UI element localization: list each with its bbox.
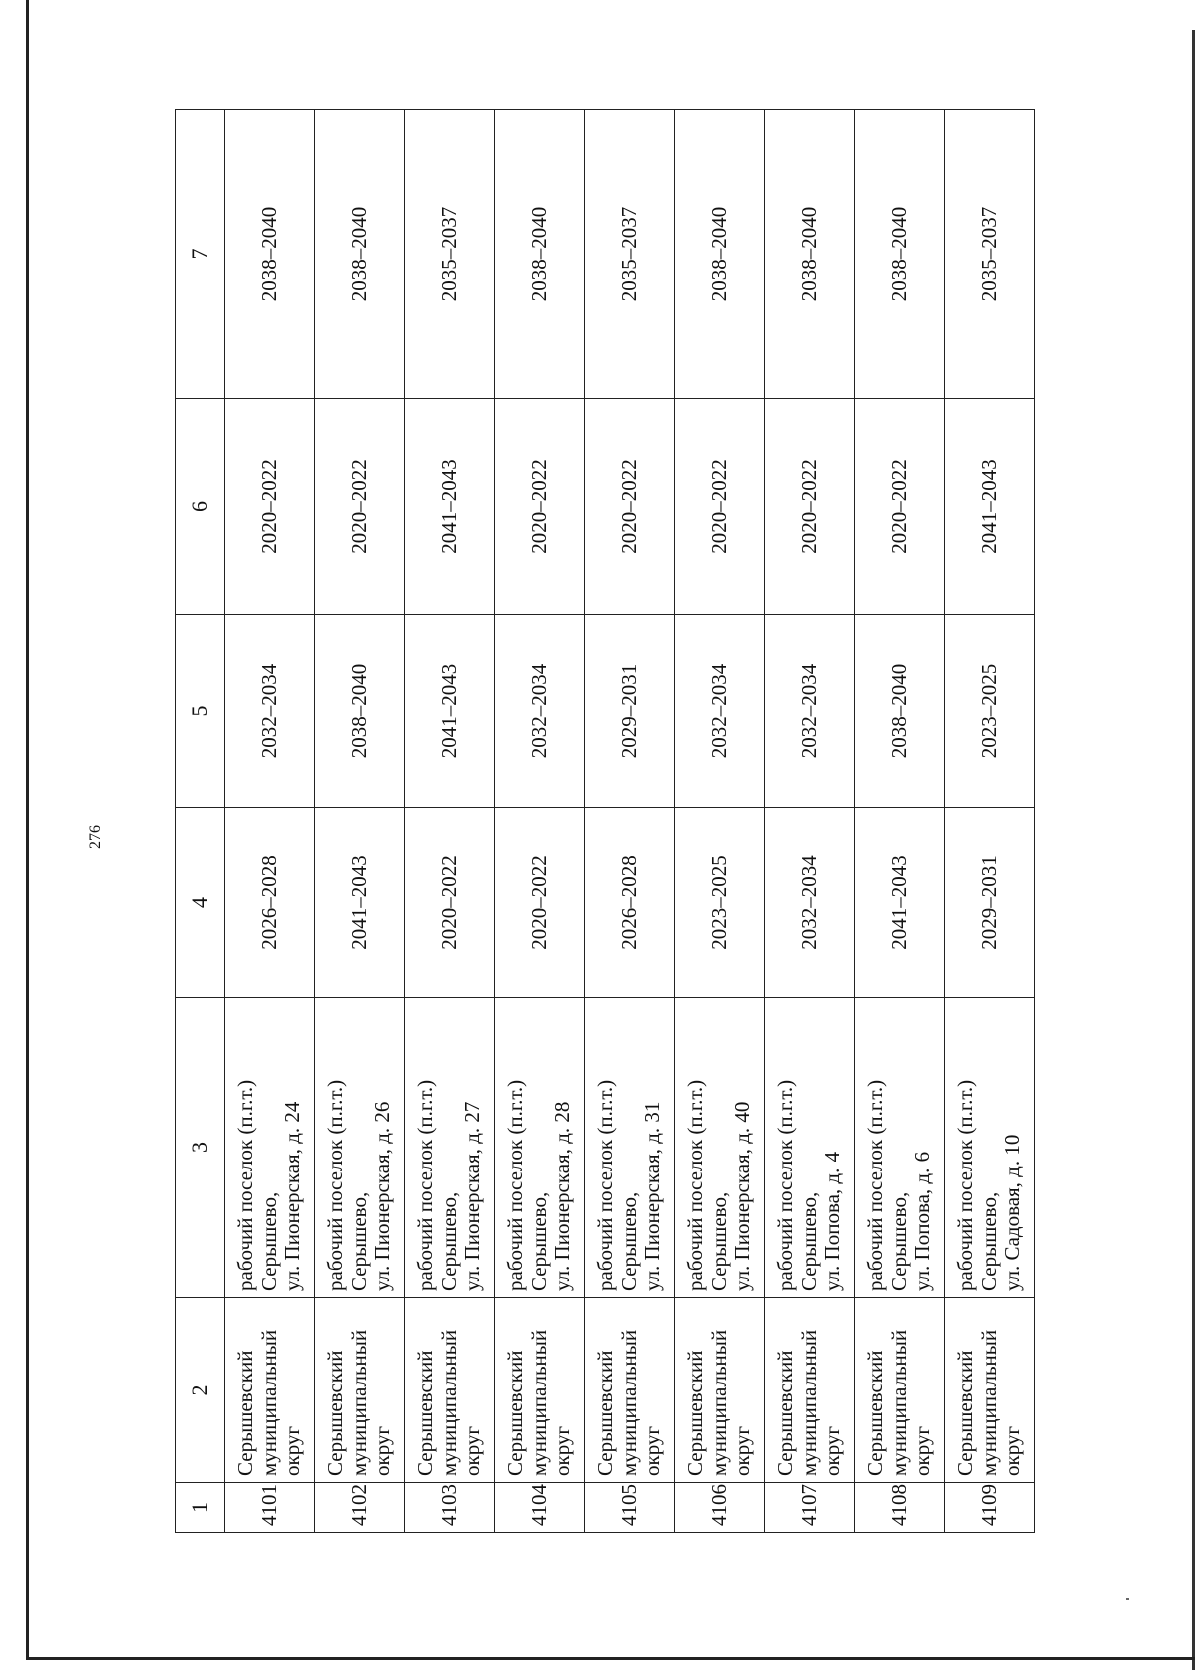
- period-col6-cell: 2020–2022: [765, 399, 855, 615]
- address-line-1: рабочий поселок (п.г.т.): [683, 1079, 708, 1291]
- address-line-1: рабочий поселок (п.г.т.): [323, 1079, 348, 1291]
- address-line-3: ул. Пионерская, д. 26: [370, 1101, 395, 1291]
- address-line-2: Серышево,: [346, 1191, 371, 1291]
- address-line-3: ул. Пионерская, д. 28: [550, 1101, 575, 1291]
- period-col5-cell: 2032–2034: [765, 615, 855, 808]
- page-number: 276: [87, 825, 104, 849]
- address-cell: [405, 998, 495, 1298]
- address-line-2: Серышево,: [976, 1191, 1001, 1291]
- period-col6-cell: 2020–2022: [855, 399, 945, 615]
- column-header-7: 7: [176, 110, 225, 399]
- district-cell: Серышевский муниципальный округ: [225, 1298, 315, 1483]
- address-line-1: рабочий поселок (п.г.т.): [953, 1079, 978, 1291]
- scan-frame-right: [1192, 30, 1195, 1670]
- address-line-3: ул. Садовая, д. 10: [1000, 1134, 1025, 1291]
- address-cell: [765, 998, 855, 1298]
- period-col5-cell: 2029–2031: [585, 615, 675, 808]
- table-row: [225, 110, 315, 1533]
- address-line-1: рабочий поселок (п.г.т.): [413, 1079, 438, 1291]
- address-line-2: Серышево,: [616, 1191, 641, 1291]
- header-row: [176, 110, 225, 1533]
- row-id-cell: 4109: [945, 1483, 1035, 1533]
- table-row: [585, 110, 675, 1533]
- row-id-cell: 4101: [225, 1483, 315, 1533]
- period-col7-cell: 2038–2040: [675, 110, 765, 399]
- period-col6-cell: 2020–2022: [585, 399, 675, 615]
- address-cell: [945, 998, 1035, 1298]
- address-cell: [315, 998, 405, 1298]
- column-header-4: 4: [176, 808, 225, 998]
- table-row: [315, 110, 405, 1533]
- period-col4-cell: 2023–2025: [675, 808, 765, 998]
- table-row: [675, 110, 765, 1533]
- period-col7-cell: 2038–2040: [855, 110, 945, 399]
- row-id-cell: 4105: [585, 1483, 675, 1533]
- table-row: [855, 110, 945, 1533]
- period-col7-cell: 2038–2040: [315, 110, 405, 399]
- table-row: [495, 110, 585, 1533]
- row-id-cell: 4107: [765, 1483, 855, 1533]
- district-cell: Серышевский муниципальный округ: [495, 1298, 585, 1483]
- table-row: [405, 110, 495, 1533]
- table-body: [225, 110, 1035, 1533]
- district-cell: Серышевский муниципальный округ: [765, 1298, 855, 1483]
- district-cell: Серышевский муниципальный округ: [675, 1298, 765, 1483]
- row-id-cell: 4106: [675, 1483, 765, 1533]
- address-line-1: рабочий поселок (п.г.т.): [233, 1079, 258, 1291]
- column-header-5: 5: [176, 615, 225, 808]
- period-col6-cell: 2041–2043: [405, 399, 495, 615]
- period-col5-cell: 2041–2043: [405, 615, 495, 808]
- address-line-2: Серышево,: [706, 1191, 731, 1291]
- period-col5-cell: 2038–2040: [855, 615, 945, 808]
- period-col6-cell: 2020–2022: [225, 399, 315, 615]
- row-id-cell: 4103: [405, 1483, 495, 1533]
- scan-frame-left: [26, 0, 29, 1660]
- address-line-2: Серышево,: [436, 1191, 461, 1291]
- period-col5-cell: 2032–2034: [495, 615, 585, 808]
- address-cell: [675, 998, 765, 1298]
- period-col4-cell: 2026–2028: [225, 808, 315, 998]
- district-cell: Серышевский муниципальный округ: [855, 1298, 945, 1483]
- address-line-3: ул. Попова, д. 6: [910, 1151, 935, 1291]
- period-col7-cell: 2038–2040: [765, 110, 855, 399]
- period-col6-cell: 2041–2043: [945, 399, 1035, 615]
- period-col6-cell: 2020–2022: [675, 399, 765, 615]
- column-header-2: 2: [176, 1298, 225, 1483]
- table-header: [176, 110, 225, 1533]
- table-row: [945, 110, 1035, 1533]
- period-col4-cell: 2032–2034: [765, 808, 855, 998]
- scan-speck: [1126, 1598, 1129, 1600]
- period-col6-cell: 2020–2022: [315, 399, 405, 615]
- district-cell: Серышевский муниципальный округ: [585, 1298, 675, 1483]
- period-col5-cell: 2032–2034: [675, 615, 765, 808]
- address-cell: [855, 998, 945, 1298]
- scan-frame-bottom: [26, 1657, 1195, 1660]
- period-col4-cell: 2020–2022: [405, 808, 495, 998]
- address-line-2: Серышево,: [796, 1191, 821, 1291]
- period-col4-cell: 2041–2043: [315, 808, 405, 998]
- address-line-2: Серышево,: [886, 1191, 911, 1291]
- row-id-cell: 4108: [855, 1483, 945, 1533]
- period-col4-cell: 2041–2043: [855, 808, 945, 998]
- address-line-3: ул. Попова, д. 4: [820, 1151, 845, 1291]
- rotated-table-container: [175, 110, 1035, 1533]
- address-line-1: рабочий поселок (п.г.т.): [503, 1079, 528, 1291]
- address-cell: [585, 998, 675, 1298]
- table-row: [765, 110, 855, 1533]
- district-cell: Серышевский муниципальный округ: [315, 1298, 405, 1483]
- period-col7-cell: 2035–2037: [585, 110, 675, 399]
- address-line-3: ул. Пионерская, д. 31: [640, 1101, 665, 1291]
- district-cell: Серышевский муниципальный округ: [405, 1298, 495, 1483]
- column-header-6: 6: [176, 399, 225, 615]
- period-col7-cell: 2038–2040: [225, 110, 315, 399]
- period-col5-cell: 2032–2034: [225, 615, 315, 808]
- period-col4-cell: 2026–2028: [585, 808, 675, 998]
- address-cell: [225, 998, 315, 1298]
- schedule-table: [175, 109, 1035, 1533]
- period-col4-cell: 2020–2022: [495, 808, 585, 998]
- address-line-1: рабочий поселок (п.г.т.): [863, 1079, 888, 1291]
- period-col6-cell: 2020–2022: [495, 399, 585, 615]
- address-line-2: Серышево,: [526, 1191, 551, 1291]
- column-header-3: 3: [176, 998, 225, 1298]
- address-line-2: Серышево,: [256, 1191, 281, 1291]
- period-col7-cell: 2038–2040: [495, 110, 585, 399]
- row-id-cell: 4104: [495, 1483, 585, 1533]
- address-line-1: рабочий поселок (п.г.т.): [773, 1079, 798, 1291]
- address-line-1: рабочий поселок (п.г.т.): [593, 1079, 618, 1291]
- period-col7-cell: 2035–2037: [405, 110, 495, 399]
- address-cell: [495, 998, 585, 1298]
- period-col5-cell: 2023–2025: [945, 615, 1035, 808]
- address-line-3: ул. Пионерская, д. 40: [730, 1101, 755, 1291]
- period-col7-cell: 2035–2037: [945, 110, 1035, 399]
- period-col4-cell: 2029–2031: [945, 808, 1035, 998]
- period-col5-cell: 2038–2040: [315, 615, 405, 808]
- address-line-3: ул. Пионерская, д. 27: [460, 1101, 485, 1291]
- district-cell: Серышевский муниципальный округ: [945, 1298, 1035, 1483]
- row-id-cell: 4102: [315, 1483, 405, 1533]
- column-header-1: 1: [176, 1483, 225, 1533]
- address-line-3: ул. Пионерская, д. 24: [280, 1101, 305, 1291]
